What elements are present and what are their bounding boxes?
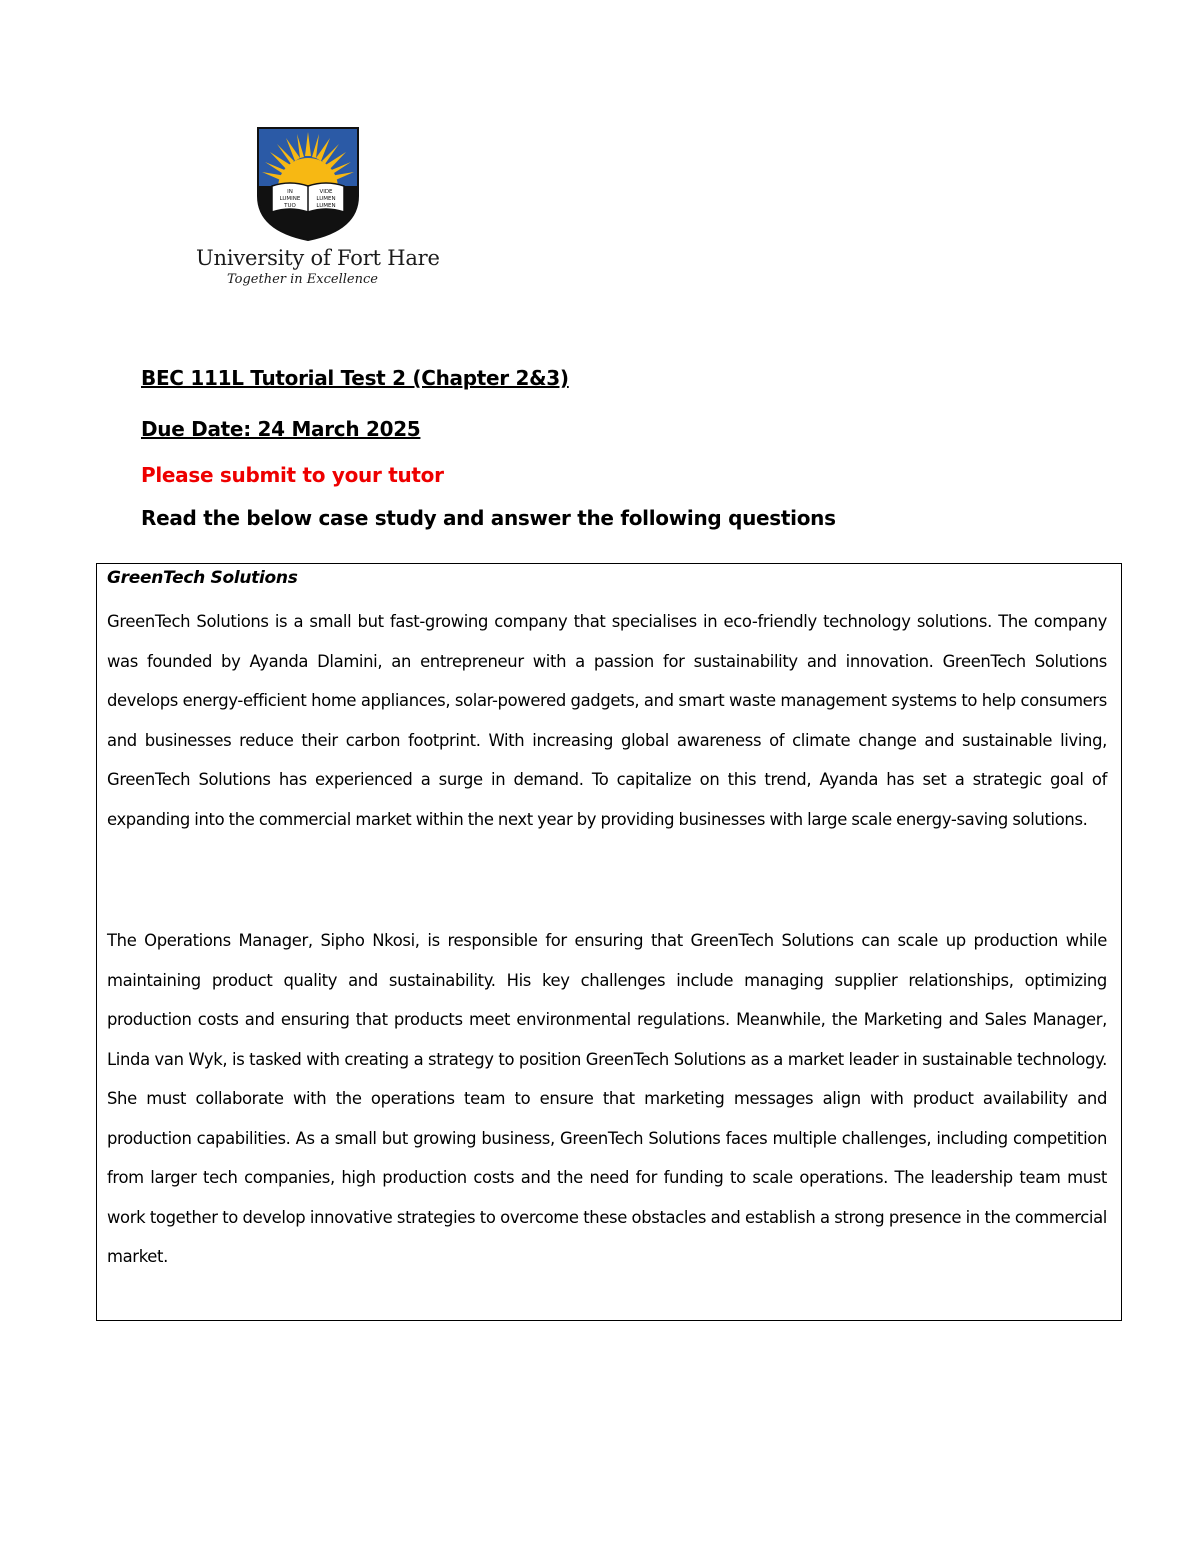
case-study-paragraph: The Operations Manager, Sipho Nkosi, is responsible for ensuring that GreenTech Solutions can scale up production while maintaining product quality and sustainability. His key challenges include managing supplier relationships, optimizing production costs and ensuring that products meet environmental regulations. Meanwhile, the Marketing and Sales Manager, Linda van Wyk, is tasked with creating a strategy to position GreenTech Solutions as a market leader in sustainable technology. She must collaborate with the operations team to ensure that marketing messages align with product availability and production capabilities. As a small but growing business, GreenTech Solutions faces multiple challenges, including competition from larger tech companies, high production costs and the need for funding to scale operations. The leadership team must work together to develop innovative strategies to overcome these obstacles and establish a strong presence in the commercial market. bbox=[107, 931, 1107, 1266]
due-date: Due Date: 24 March 2025 bbox=[141, 417, 421, 441]
university-crest-logo bbox=[256, 126, 360, 242]
submit-note: Please submit to your tutor bbox=[141, 463, 444, 487]
university-name: University of Fort Hare bbox=[196, 246, 440, 270]
crest-text-line: IN bbox=[287, 189, 293, 195]
case-study-paragraph: GreenTech Solutions is a small but fast-growing company that specialises in eco-friendly technology solutions. The company was founded by Ayanda Dlamini, an entrepreneur with a passion for sustainability and innovation. GreenTech Solutions develops energy-efficient home appliances, solar-powered gadgets, and smart waste management systems to help consumers and businesses reduce their carbon footprint. With increasing global awareness of climate change and sustainable living, GreenTech Solutions has experienced a surge in demand. To capitalize on this trend, Ayanda has set a strategic goal of expanding into the commercial market within the next year by providing businesses with large scale energy-saving solutions. bbox=[107, 612, 1107, 829]
crest-text-line: TUO bbox=[284, 203, 296, 209]
instruction-text: Read the below case study and answer the following questions bbox=[141, 506, 836, 530]
case-study-title: GreenTech Solutions bbox=[107, 568, 298, 588]
test-title: BEC 111L Tutorial Test 2 (Chapter 2&3) bbox=[141, 366, 569, 390]
crest-text-line: LUMINE bbox=[279, 196, 301, 202]
crest-text-line: LUMEN bbox=[316, 196, 336, 202]
university-motto: Together in Excellence bbox=[227, 272, 378, 287]
crest-text-line: VIDE bbox=[319, 189, 333, 195]
crest-text-line: LUMEN bbox=[316, 203, 336, 209]
